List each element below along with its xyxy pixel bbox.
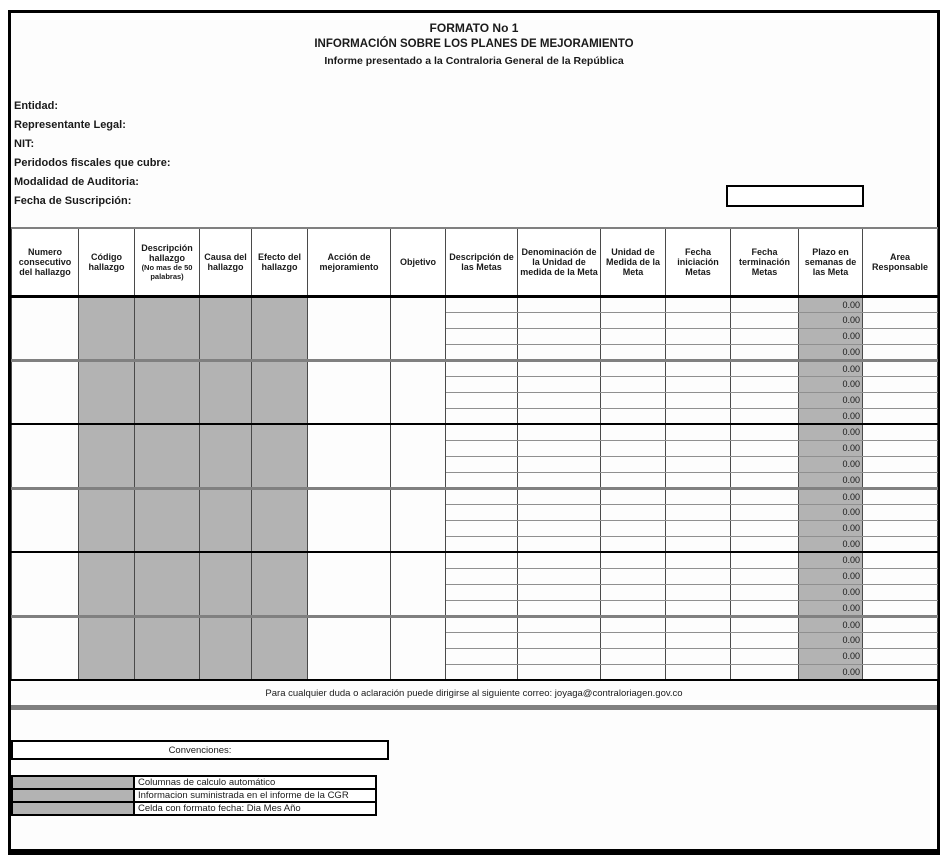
cell-fecha-terminacion[interactable] <box>731 536 799 552</box>
contact-note: Para cualquier duda o aclaración puede dirigirse al siguiente correo: joyaga@contraloriagen.gov.co <box>11 681 937 710</box>
col-unidad-medida: Unidad de Medida de la Meta <box>601 228 666 296</box>
cell-area-responsable[interactable] <box>863 376 938 392</box>
cell-plazo-semanas: 0.00 <box>799 360 863 376</box>
cell-area-responsable[interactable] <box>863 360 938 376</box>
cell-plazo-semanas: 0.00 <box>799 552 863 568</box>
cell-efecto-hallazgo <box>252 424 308 488</box>
plan-mejoramiento-table <box>11 227 938 681</box>
cell-fecha-terminacion[interactable] <box>731 520 799 536</box>
cell-descripcion-hallazgo <box>135 296 200 360</box>
cell-fecha-terminacion[interactable] <box>731 440 799 456</box>
cell-plazo-semanas: 0.00 <box>799 296 863 312</box>
col-fecha-terminacion: Fecha terminación Metas <box>731 228 799 296</box>
cell-objetivo[interactable] <box>391 360 446 424</box>
cell-unidad-medida[interactable] <box>601 392 666 408</box>
cell-numero-hallazgo[interactable] <box>12 296 79 360</box>
cell-denominacion-unidad[interactable] <box>518 408 601 424</box>
cell-unidad-medida[interactable] <box>601 648 666 664</box>
cell-area-responsable[interactable] <box>863 424 938 440</box>
cell-denominacion-unidad[interactable] <box>518 328 601 344</box>
cell-area-responsable[interactable] <box>863 456 938 472</box>
cell-descripcion-metas[interactable] <box>446 520 518 536</box>
cell-plazo-semanas: 0.00 <box>799 632 863 648</box>
cell-fecha-terminacion[interactable] <box>731 328 799 344</box>
cell-fecha-iniciacion[interactable] <box>666 616 731 632</box>
cell-efecto-hallazgo <box>252 296 308 360</box>
cell-codigo-hallazgo <box>79 424 135 488</box>
cell-denominacion-unidad[interactable] <box>518 424 601 440</box>
cell-fecha-iniciacion[interactable] <box>666 456 731 472</box>
cell-codigo-hallazgo <box>79 488 135 552</box>
cell-area-responsable[interactable] <box>863 488 938 504</box>
form-subtitle2: Informe presentado a la Contraloria General de la República <box>324 55 624 67</box>
cell-fecha-terminacion[interactable] <box>731 584 799 600</box>
form-header <box>11 13 937 69</box>
cell-fecha-iniciacion[interactable] <box>666 488 731 504</box>
cell-plazo-semanas: 0.00 <box>799 376 863 392</box>
cell-fecha-iniciacion[interactable] <box>666 648 731 664</box>
cell-fecha-iniciacion[interactable] <box>666 632 731 648</box>
cell-unidad-medida[interactable] <box>601 296 666 312</box>
legend-swatch-cgr-info <box>12 789 134 802</box>
cell-descripcion-metas[interactable] <box>446 344 518 360</box>
cell-fecha-iniciacion[interactable] <box>666 296 731 312</box>
cell-area-responsable[interactable] <box>863 536 938 552</box>
col-codigo-hallazgo: Código hallazgo <box>79 228 135 296</box>
cell-numero-hallazgo[interactable] <box>12 424 79 488</box>
cell-area-responsable[interactable] <box>863 472 938 488</box>
cell-causa-hallazgo <box>200 296 252 360</box>
col-area-responsable: Area Responsable <box>863 228 938 296</box>
cell-unidad-medida[interactable] <box>601 520 666 536</box>
cell-fecha-iniciacion[interactable] <box>666 568 731 584</box>
cell-fecha-terminacion[interactable] <box>731 552 799 568</box>
cell-unidad-medida[interactable] <box>601 552 666 568</box>
cell-fecha-iniciacion[interactable] <box>666 472 731 488</box>
cell-unidad-medida[interactable] <box>601 584 666 600</box>
cell-efecto-hallazgo <box>252 616 308 680</box>
cell-numero-hallazgo[interactable] <box>12 488 79 552</box>
cell-area-responsable[interactable] <box>863 344 938 360</box>
cell-accion-mejoramiento[interactable] <box>308 488 391 552</box>
cell-denominacion-unidad[interactable] <box>518 536 601 552</box>
cell-unidad-medida[interactable] <box>601 440 666 456</box>
cell-descripcion-metas[interactable] <box>446 568 518 584</box>
cell-descripcion-metas[interactable] <box>446 360 518 376</box>
cell-codigo-hallazgo <box>79 296 135 360</box>
cell-plazo-semanas: 0.00 <box>799 664 863 680</box>
col-denominacion-unidad: Denominación de la Unidad de medida de la Meta <box>518 228 601 296</box>
cell-efecto-hallazgo <box>252 360 308 424</box>
cell-descripcion-metas[interactable] <box>446 504 518 520</box>
cell-accion-mejoramiento[interactable] <box>308 616 391 680</box>
cell-denominacion-unidad[interactable] <box>518 504 601 520</box>
legend-label-cgr-info: Informacion suministrada en el informe de la CGR <box>134 789 376 802</box>
cell-descripcion-metas[interactable] <box>446 584 518 600</box>
legend-label-auto-calc: Columnas de calculo automático <box>134 776 376 789</box>
cell-denominacion-unidad[interactable] <box>518 552 601 568</box>
legend-swatch-date-format <box>12 802 134 815</box>
cell-denominacion-unidad[interactable] <box>518 472 601 488</box>
cell-area-responsable[interactable] <box>863 616 938 632</box>
cell-fecha-terminacion[interactable] <box>731 312 799 328</box>
cell-codigo-hallazgo <box>79 552 135 616</box>
cell-fecha-iniciacion[interactable] <box>666 360 731 376</box>
cell-objetivo[interactable] <box>391 616 446 680</box>
cell-denominacion-unidad[interactable] <box>518 632 601 648</box>
cell-fecha-terminacion[interactable] <box>731 296 799 312</box>
cell-unidad-medida[interactable] <box>601 376 666 392</box>
cell-unidad-medida[interactable] <box>601 472 666 488</box>
cell-fecha-iniciacion[interactable] <box>666 312 731 328</box>
cell-numero-hallazgo[interactable] <box>12 360 79 424</box>
cell-unidad-medida[interactable] <box>601 536 666 552</box>
cell-plazo-semanas: 0.00 <box>799 536 863 552</box>
cell-denominacion-unidad[interactable] <box>518 360 601 376</box>
col-efecto-hallazgo: Efecto del hallazgo <box>252 228 308 296</box>
cell-fecha-terminacion[interactable] <box>731 568 799 584</box>
cell-denominacion-unidad[interactable] <box>518 456 601 472</box>
cell-plazo-semanas: 0.00 <box>799 648 863 664</box>
cell-descripcion-metas[interactable] <box>446 632 518 648</box>
cell-descripcion-metas[interactable] <box>446 392 518 408</box>
cell-denominacion-unidad[interactable] <box>518 584 601 600</box>
cell-fecha-iniciacion[interactable] <box>666 520 731 536</box>
cell-accion-mejoramiento[interactable] <box>308 424 391 488</box>
cell-descripcion-metas[interactable] <box>446 664 518 680</box>
table-header-row <box>12 228 938 296</box>
cell-denominacion-unidad[interactable] <box>518 488 601 504</box>
cell-area-responsable[interactable] <box>863 600 938 616</box>
cell-denominacion-unidad[interactable] <box>518 440 601 456</box>
cell-area-responsable[interactable] <box>863 568 938 584</box>
cell-descripcion-metas[interactable] <box>446 488 518 504</box>
label-periodos-fiscales: Peridodos fiscales que cubre: <box>14 157 171 169</box>
cell-descripcion-metas[interactable] <box>446 456 518 472</box>
cell-plazo-semanas: 0.00 <box>799 488 863 504</box>
col-causa-hallazgo: Causa del hallazgo <box>200 228 252 296</box>
cell-fecha-terminacion[interactable] <box>731 616 799 632</box>
cell-objetivo[interactable] <box>391 552 446 616</box>
cell-accion-mejoramiento[interactable] <box>308 296 391 360</box>
col-objetivo: Objetivo <box>391 228 446 296</box>
cell-descripcion-hallazgo <box>135 488 200 552</box>
col-descripcion-metas: Descripción de las Metas <box>446 228 518 296</box>
cell-descripcion-metas[interactable] <box>446 408 518 424</box>
cell-fecha-iniciacion[interactable] <box>666 376 731 392</box>
cell-fecha-terminacion[interactable] <box>731 504 799 520</box>
cell-plazo-semanas: 0.00 <box>799 408 863 424</box>
col-fecha-iniciacion: Fecha iniciación Metas <box>666 228 731 296</box>
cell-plazo-semanas: 0.00 <box>799 328 863 344</box>
cell-descripcion-metas[interactable] <box>446 536 518 552</box>
cell-fecha-iniciacion[interactable] <box>666 392 731 408</box>
legend-swatch-auto-calc <box>12 776 134 789</box>
cell-fecha-iniciacion[interactable] <box>666 440 731 456</box>
cell-unidad-medida[interactable] <box>601 344 666 360</box>
cell-descripcion-metas[interactable] <box>446 472 518 488</box>
cell-area-responsable[interactable] <box>863 584 938 600</box>
cell-fecha-terminacion[interactable] <box>731 664 799 680</box>
cell-fecha-iniciacion[interactable] <box>666 504 731 520</box>
cell-area-responsable[interactable] <box>863 440 938 456</box>
cell-denominacion-unidad[interactable] <box>518 648 601 664</box>
cell-numero-hallazgo[interactable] <box>12 552 79 616</box>
cell-fecha-iniciacion[interactable] <box>666 584 731 600</box>
cell-descripcion-metas[interactable] <box>446 648 518 664</box>
cell-denominacion-unidad[interactable] <box>518 568 601 584</box>
cell-denominacion-unidad[interactable] <box>518 312 601 328</box>
cell-area-responsable[interactable] <box>863 296 938 312</box>
cell-fecha-iniciacion[interactable] <box>666 664 731 680</box>
cell-fecha-iniciacion[interactable] <box>666 408 731 424</box>
cell-plazo-semanas: 0.00 <box>799 456 863 472</box>
cell-causa-hallazgo <box>200 360 252 424</box>
cell-fecha-terminacion[interactable] <box>731 600 799 616</box>
cell-unidad-medida[interactable] <box>601 456 666 472</box>
cell-efecto-hallazgo <box>252 552 308 616</box>
cell-objetivo[interactable] <box>391 296 446 360</box>
cell-fecha-terminacion[interactable] <box>731 648 799 664</box>
cell-unidad-medida[interactable] <box>601 568 666 584</box>
cell-denominacion-unidad[interactable] <box>518 376 601 392</box>
cell-denominacion-unidad[interactable] <box>518 520 601 536</box>
cell-plazo-semanas: 0.00 <box>799 600 863 616</box>
form-title: FORMATO No 1 <box>429 21 519 35</box>
cell-plazo-semanas: 0.00 <box>799 504 863 520</box>
cell-accion-mejoramiento[interactable] <box>308 552 391 616</box>
cell-unidad-medida[interactable] <box>601 360 666 376</box>
cell-denominacion-unidad[interactable] <box>518 392 601 408</box>
cell-objetivo[interactable] <box>391 424 446 488</box>
cell-fecha-terminacion[interactable] <box>731 376 799 392</box>
cell-fecha-terminacion[interactable] <box>731 488 799 504</box>
label-entidad: Entidad: <box>14 100 58 112</box>
cell-fecha-iniciacion[interactable] <box>666 344 731 360</box>
cell-unidad-medida[interactable] <box>601 408 666 424</box>
conventions-title-box <box>11 740 389 760</box>
cell-unidad-medida[interactable] <box>601 616 666 632</box>
page-frame <box>8 10 940 855</box>
cell-descripcion-hallazgo <box>135 552 200 616</box>
cell-descripcion-hallazgo <box>135 424 200 488</box>
cell-numero-hallazgo[interactable] <box>12 616 79 680</box>
cell-area-responsable[interactable] <box>863 328 938 344</box>
cell-plazo-semanas: 0.00 <box>799 472 863 488</box>
cell-fecha-iniciacion[interactable] <box>666 600 731 616</box>
cell-descripcion-metas[interactable] <box>446 600 518 616</box>
cell-denominacion-unidad[interactable] <box>518 664 601 680</box>
cell-area-responsable[interactable] <box>863 408 938 424</box>
cell-causa-hallazgo <box>200 488 252 552</box>
cell-unidad-medida[interactable] <box>601 488 666 504</box>
cell-plazo-semanas: 0.00 <box>799 440 863 456</box>
label-nit: NIT: <box>14 138 35 150</box>
conventions-legend <box>11 775 377 816</box>
cell-plazo-semanas: 0.00 <box>799 312 863 328</box>
cell-fecha-iniciacion[interactable] <box>666 552 731 568</box>
cell-plazo-semanas: 0.00 <box>799 424 863 440</box>
cell-descripcion-metas[interactable] <box>446 440 518 456</box>
cell-causa-hallazgo <box>200 424 252 488</box>
cell-area-responsable[interactable] <box>863 312 938 328</box>
label-modalidad-auditoria: Modalidad de Auditoria: <box>14 176 139 188</box>
form-subtitle: INFORMACIÓN SOBRE LOS PLANES DE MEJORAMIENTO <box>314 38 634 50</box>
cell-unidad-medida[interactable] <box>601 600 666 616</box>
col-descripcion-hallazgo: Descripción hallazgo (No mas de 50 palabras) <box>135 228 200 296</box>
label-fecha-suscripcion: Fecha de Suscripción: <box>14 195 132 207</box>
col-accion-mejoramiento: Acción de mejoramiento <box>308 228 391 296</box>
cell-descripcion-hallazgo <box>135 360 200 424</box>
cell-codigo-hallazgo <box>79 616 135 680</box>
cell-codigo-hallazgo <box>79 360 135 424</box>
cell-fecha-terminacion[interactable] <box>731 392 799 408</box>
cell-fecha-terminacion[interactable] <box>731 456 799 472</box>
cell-area-responsable[interactable] <box>863 648 938 664</box>
col-descripcion-hallazgo-note: (No mas de 50 palabras) <box>141 262 193 281</box>
cell-descripcion-metas[interactable] <box>446 328 518 344</box>
cell-fecha-terminacion[interactable] <box>731 344 799 360</box>
cell-fecha-iniciacion[interactable] <box>666 424 731 440</box>
cell-plazo-semanas: 0.00 <box>799 568 863 584</box>
cell-efecto-hallazgo <box>252 488 308 552</box>
cell-descripcion-metas[interactable] <box>446 312 518 328</box>
fecha-suscripcion-input[interactable] <box>726 185 864 207</box>
cell-area-responsable[interactable] <box>863 552 938 568</box>
cell-plazo-semanas: 0.00 <box>799 584 863 600</box>
conventions-title: Convenciones: <box>168 744 232 756</box>
cell-accion-mejoramiento[interactable] <box>308 360 391 424</box>
cell-fecha-iniciacion[interactable] <box>666 328 731 344</box>
cell-plazo-semanas: 0.00 <box>799 392 863 408</box>
cell-plazo-semanas: 0.00 <box>799 344 863 360</box>
col-plazo-semanas: Plazo en semanas de las Meta <box>799 228 863 296</box>
cell-fecha-terminacion[interactable] <box>731 360 799 376</box>
table-body <box>12 296 938 680</box>
cell-fecha-terminacion[interactable] <box>731 408 799 424</box>
cell-descripcion-metas[interactable] <box>446 552 518 568</box>
cell-descripcion-metas[interactable] <box>446 376 518 392</box>
cell-fecha-iniciacion[interactable] <box>666 536 731 552</box>
cell-unidad-medida[interactable] <box>601 328 666 344</box>
cell-descripcion-metas[interactable] <box>446 296 518 312</box>
cell-denominacion-unidad[interactable] <box>518 344 601 360</box>
cell-area-responsable[interactable] <box>863 520 938 536</box>
cell-denominacion-unidad[interactable] <box>518 600 601 616</box>
cell-plazo-semanas: 0.00 <box>799 616 863 632</box>
cell-area-responsable[interactable] <box>863 632 938 648</box>
cell-area-responsable[interactable] <box>863 504 938 520</box>
cell-fecha-terminacion[interactable] <box>731 632 799 648</box>
cell-causa-hallazgo <box>200 616 252 680</box>
cell-area-responsable[interactable] <box>863 664 938 680</box>
legend-label-date-format: Celda con formato fecha: Dia Mes Año <box>134 802 376 815</box>
cell-area-responsable[interactable] <box>863 392 938 408</box>
cell-descripcion-metas[interactable] <box>446 616 518 632</box>
col-numero-consecutivo: Numero consecutivo del hallazgo <box>12 228 79 296</box>
cell-plazo-semanas: 0.00 <box>799 520 863 536</box>
legend-row <box>12 789 376 802</box>
legend-row <box>12 802 376 815</box>
cell-causa-hallazgo <box>200 552 252 616</box>
cell-fecha-terminacion[interactable] <box>731 472 799 488</box>
cell-unidad-medida[interactable] <box>601 424 666 440</box>
cell-unidad-medida[interactable] <box>601 312 666 328</box>
cell-descripcion-hallazgo <box>135 616 200 680</box>
legend-row <box>12 776 376 789</box>
cell-unidad-medida[interactable] <box>601 632 666 648</box>
cell-unidad-medida[interactable] <box>601 504 666 520</box>
label-representante-legal: Representante Legal: <box>14 119 126 131</box>
cell-objetivo[interactable] <box>391 488 446 552</box>
cell-denominacion-unidad[interactable] <box>518 296 601 312</box>
cell-fecha-terminacion[interactable] <box>731 424 799 440</box>
cell-descripcion-metas[interactable] <box>446 424 518 440</box>
cell-unidad-medida[interactable] <box>601 664 666 680</box>
cell-denominacion-unidad[interactable] <box>518 616 601 632</box>
